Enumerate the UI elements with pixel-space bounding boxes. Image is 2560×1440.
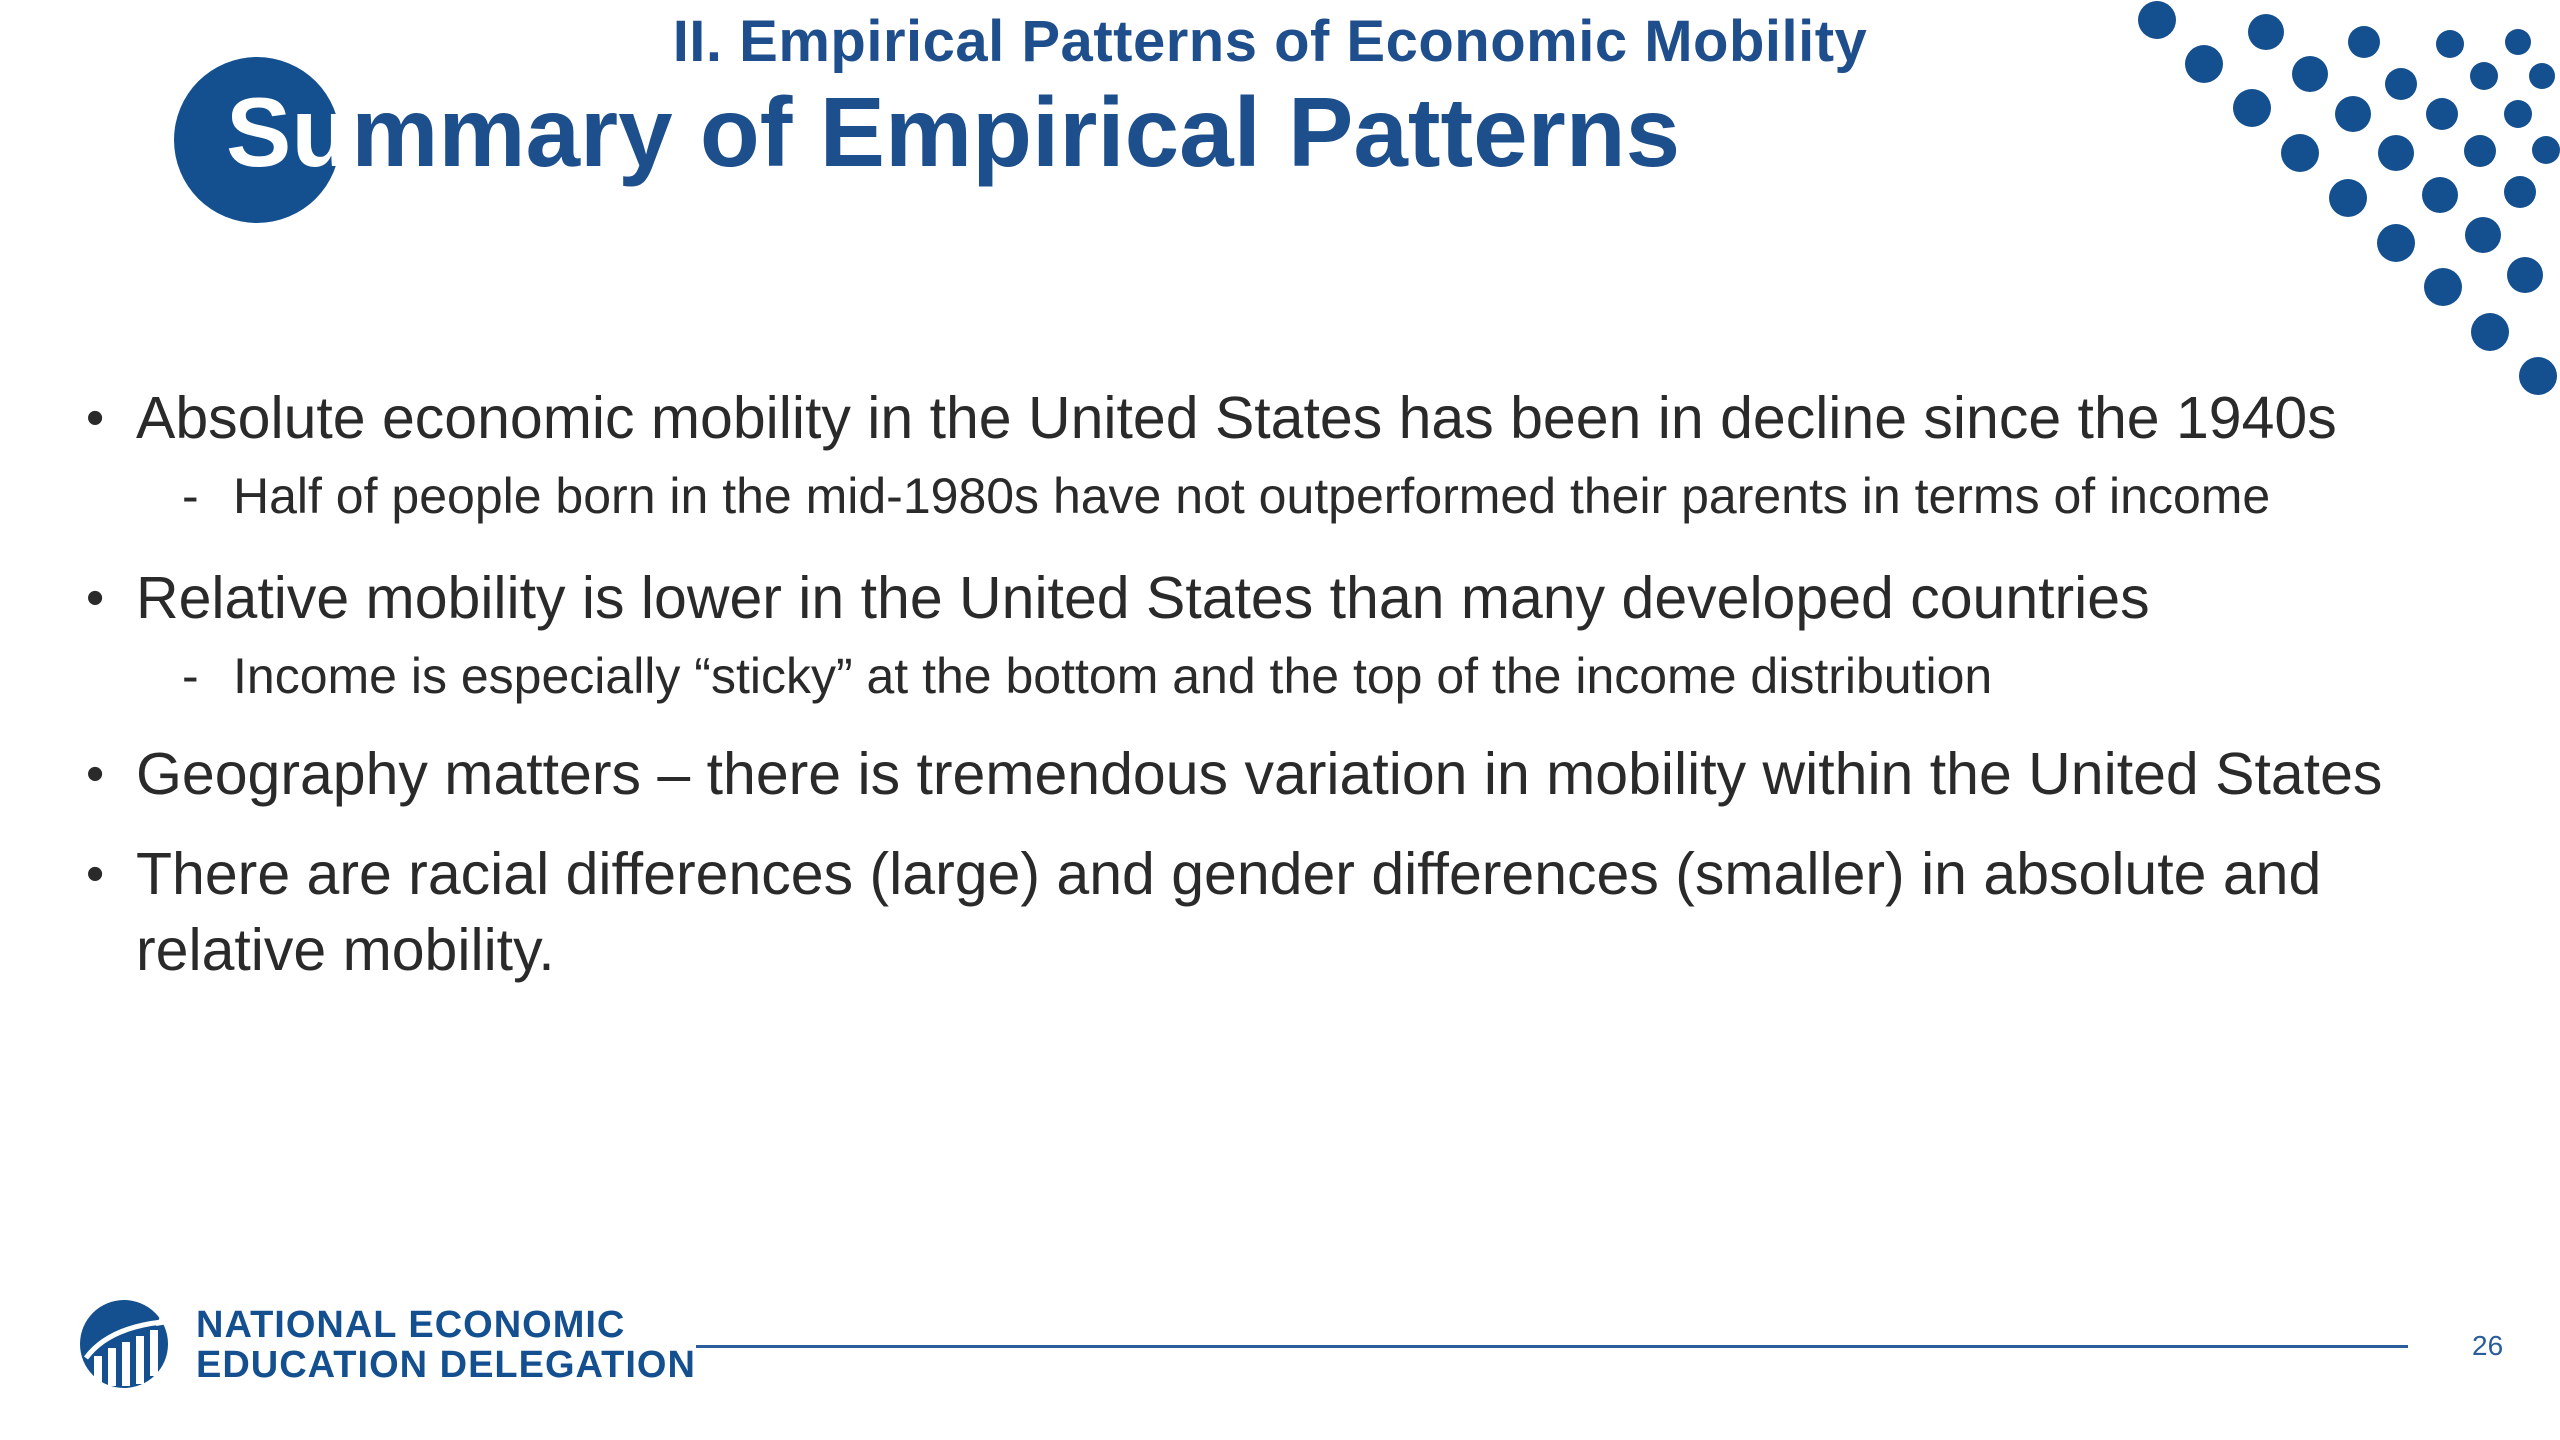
slide-title-rest: mmary of Empirical Patterns: [351, 77, 1681, 187]
bullet-text: There are racial differences (large) and gender differences (smaller) in absolute and relative mobility.: [136, 841, 2322, 983]
sub-bullet-marker: -: [182, 648, 199, 704]
bullet-marker: •: [86, 745, 105, 803]
sub-bullet-item: [80, 464, 2400, 528]
slide-title-lead: Su: [226, 77, 352, 187]
sub-bullet-text: Half of people born in the mid-1980s have not outperformed their parents in terms of income: [233, 468, 2271, 524]
sub-bullet-text: Income is especially “sticky” at the bottom and the top of the income distribution: [233, 648, 1993, 704]
bullet-list: [80, 380, 2400, 988]
page-number: 26: [2472, 1330, 2504, 1361]
bullet-item: [80, 736, 2400, 812]
bullet-item: [80, 380, 2400, 456]
bullet-text: Geography matters – there is tremendous variation in mobility within the United States: [136, 741, 2383, 807]
footer-org-line-1: NATIONAL ECONOMIC: [196, 1304, 626, 1346]
bullet-item: [80, 560, 2400, 636]
footer-org-line-2: EDUCATION DELEGATION: [196, 1344, 696, 1386]
footer-divider: [696, 1345, 2408, 1348]
section-title: II. Empirical Patterns of Economic Mobility: [672, 9, 1868, 74]
bullet-marker: •: [86, 569, 105, 627]
bullet-text: Absolute economic mobility in the United States has been in decline since the 1940s: [136, 385, 2337, 451]
slide-title: [226, 72, 1680, 192]
bullet-item: [80, 836, 2400, 988]
dot-grid-decoration: [2100, 0, 2560, 420]
bullet-text: Relative mobility is lower in the United States than many developed countries: [136, 565, 2150, 631]
nec-globe-chart-logo-icon: [78, 1298, 170, 1390]
sub-bullet-marker: -: [182, 468, 199, 524]
bullet-marker: •: [86, 845, 105, 903]
footer-organization-name: [196, 1305, 696, 1385]
sub-bullet-item: [80, 644, 2400, 708]
bullet-marker: •: [86, 389, 105, 447]
